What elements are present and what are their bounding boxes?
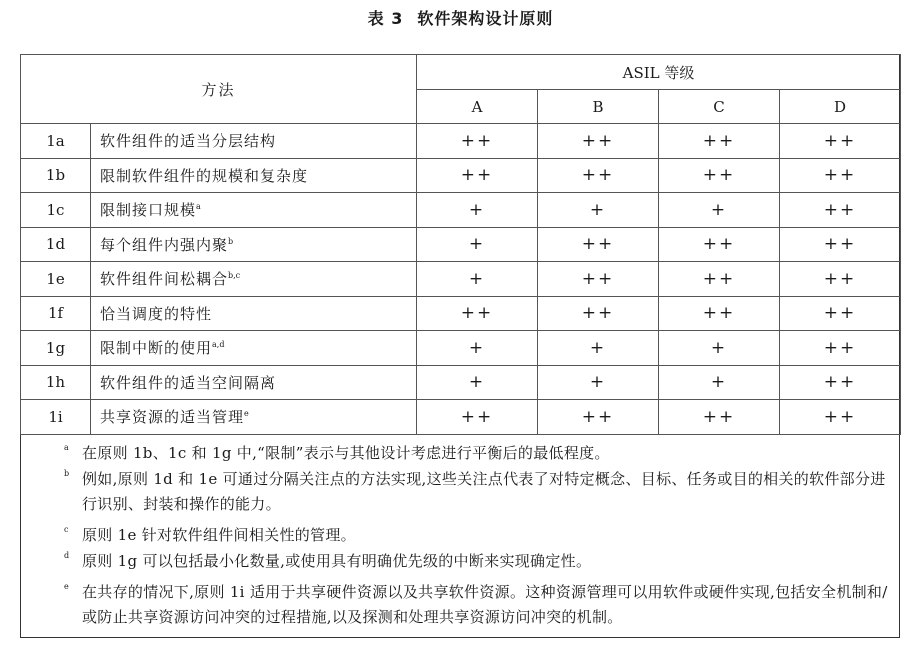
principle-description	[91, 365, 417, 400]
principle-id: 1h	[21, 365, 91, 400]
footnotes	[20, 435, 900, 638]
table-row	[21, 365, 901, 400]
asil-recommendation: ++	[780, 262, 901, 297]
asil-recommendation: ++	[417, 296, 538, 331]
principle-text: 限制软件组件的规模和复杂度	[100, 166, 309, 185]
principle-description	[91, 158, 417, 193]
principle-text: 软件组件的适当空间隔离	[100, 373, 277, 392]
principle-description	[91, 331, 417, 366]
asil-recommendation: ++	[538, 124, 659, 159]
principle-id: 1g	[21, 331, 91, 366]
table-row	[21, 296, 901, 331]
footnote-text: 例如,原则 1d 和 1e 可通过分隔关注点的方法实现,这些关注点代表了对特定概念、目标、任务或目的相关的软件部分进行识别、封装和操作的能力。	[82, 470, 886, 513]
table-body	[21, 124, 901, 435]
principle-description	[91, 124, 417, 159]
table-row	[21, 331, 901, 366]
footnote-ref: b	[228, 236, 234, 246]
asil-recommendation: +	[659, 365, 780, 400]
asil-recommendation: ++	[780, 331, 901, 366]
asil-recommendation: ++	[538, 227, 659, 262]
principle-id: 1b	[21, 158, 91, 193]
asil-recommendation: +	[417, 193, 538, 228]
principle-text: 限制接口规模	[100, 201, 197, 220]
asil-recommendation: ++	[780, 296, 901, 331]
asil-recommendation: ++	[538, 400, 659, 435]
principle-id: 1a	[21, 124, 91, 159]
asil-recommendation: +	[417, 365, 538, 400]
asil-recommendation: ++	[659, 262, 780, 297]
asil-recommendation: ++	[417, 124, 538, 159]
principle-id: 1i	[21, 400, 91, 435]
asil-recommendation: ++	[538, 262, 659, 297]
asil-level-a: A	[417, 90, 538, 124]
principle-text: 共享资源的适当管理	[100, 408, 245, 427]
asil-level-c: C	[659, 90, 780, 124]
principle-text: 软件组件间松耦合	[100, 270, 229, 289]
principle-id: 1e	[21, 262, 91, 297]
asil-recommendation: ++	[780, 365, 901, 400]
asil-recommendation: ++	[659, 400, 780, 435]
asil-recommendation: ++	[659, 124, 780, 159]
asil-recommendation: ++	[538, 296, 659, 331]
footnote-text: 在原则 1b、1c 和 1g 中,“限制”表示与其他设计考虑进行平衡后的最低程度。	[82, 444, 610, 462]
asil-level-b: B	[538, 90, 659, 124]
principle-id: 1f	[21, 296, 91, 331]
asil-recommendation: +	[417, 331, 538, 366]
method-header: 方法	[21, 55, 417, 124]
asil-header: ASIL 等级	[417, 55, 901, 90]
asil-recommendation: ++	[780, 158, 901, 193]
footnote-text: 原则 1e 针对软件组件间相关性的管理。	[82, 526, 356, 544]
footnote-ref: a	[196, 202, 201, 212]
asil-recommendation: +	[538, 365, 659, 400]
footnote-mark: c	[64, 525, 69, 534]
asil-recommendation: ++	[780, 193, 901, 228]
principle-text: 恰当调度的特性	[100, 304, 213, 323]
principle-text: 限制中断的使用	[100, 339, 213, 358]
principle-description	[91, 227, 417, 262]
footnote-mark: b	[64, 469, 70, 478]
asil-recommendation: ++	[780, 227, 901, 262]
asil-recommendation: +	[417, 262, 538, 297]
principle-description	[91, 296, 417, 331]
table-row	[21, 124, 901, 159]
asil-recommendation: ++	[417, 400, 538, 435]
asil-recommendation: +	[659, 193, 780, 228]
table-row	[21, 262, 901, 297]
principle-text: 每个组件内强内聚	[100, 235, 229, 254]
footnote-mark: d	[64, 551, 70, 560]
table-title	[0, 6, 921, 29]
asil-recommendation: ++	[780, 124, 901, 159]
footnote-ref: b,c	[228, 271, 241, 281]
asil-recommendation: +	[659, 331, 780, 366]
asil-recommendation: ++	[659, 227, 780, 262]
asil-recommendation: ++	[659, 296, 780, 331]
principle-text: 软件组件的适当分层结构	[100, 132, 277, 151]
asil-recommendation: ++	[659, 158, 780, 193]
asil-recommendation: ++	[538, 158, 659, 193]
table-row	[21, 193, 901, 228]
design-principles-table	[20, 54, 901, 435]
footnote-text: 在共存的情况下,原则 1i 适用于共享硬件资源以及共享软件资源。这种资源管理可以用软件或硬件实现,包括安全机制和/或防止共享资源访问冲突的过程措施,以及探测和处理共享资源访问冲突的机制。	[82, 583, 888, 626]
table-row	[21, 227, 901, 262]
table-number: 表 3	[367, 9, 404, 28]
footnote-text: 原则 1g 可以包括最小化数量,或使用具有明确优先级的中断来实现确定性。	[82, 552, 592, 570]
asil-recommendation: ++	[417, 158, 538, 193]
table-row	[21, 158, 901, 193]
asil-recommendation: +	[538, 193, 659, 228]
footnote-ref: a,d	[212, 340, 225, 350]
footnote-ref: e	[244, 409, 249, 419]
footnote-mark: e	[64, 582, 69, 591]
asil-recommendation: +	[417, 227, 538, 262]
asil-recommendation: +	[538, 331, 659, 366]
table-row	[21, 400, 901, 435]
principle-id: 1d	[21, 227, 91, 262]
principle-id: 1c	[21, 193, 91, 228]
principle-description	[91, 193, 417, 228]
footnote-mark: a	[64, 443, 69, 452]
asil-recommendation: ++	[780, 400, 901, 435]
principle-description	[91, 400, 417, 435]
principle-description	[91, 262, 417, 297]
table-caption: 软件架构设计原则	[417, 9, 554, 28]
asil-level-d: D	[780, 90, 901, 124]
